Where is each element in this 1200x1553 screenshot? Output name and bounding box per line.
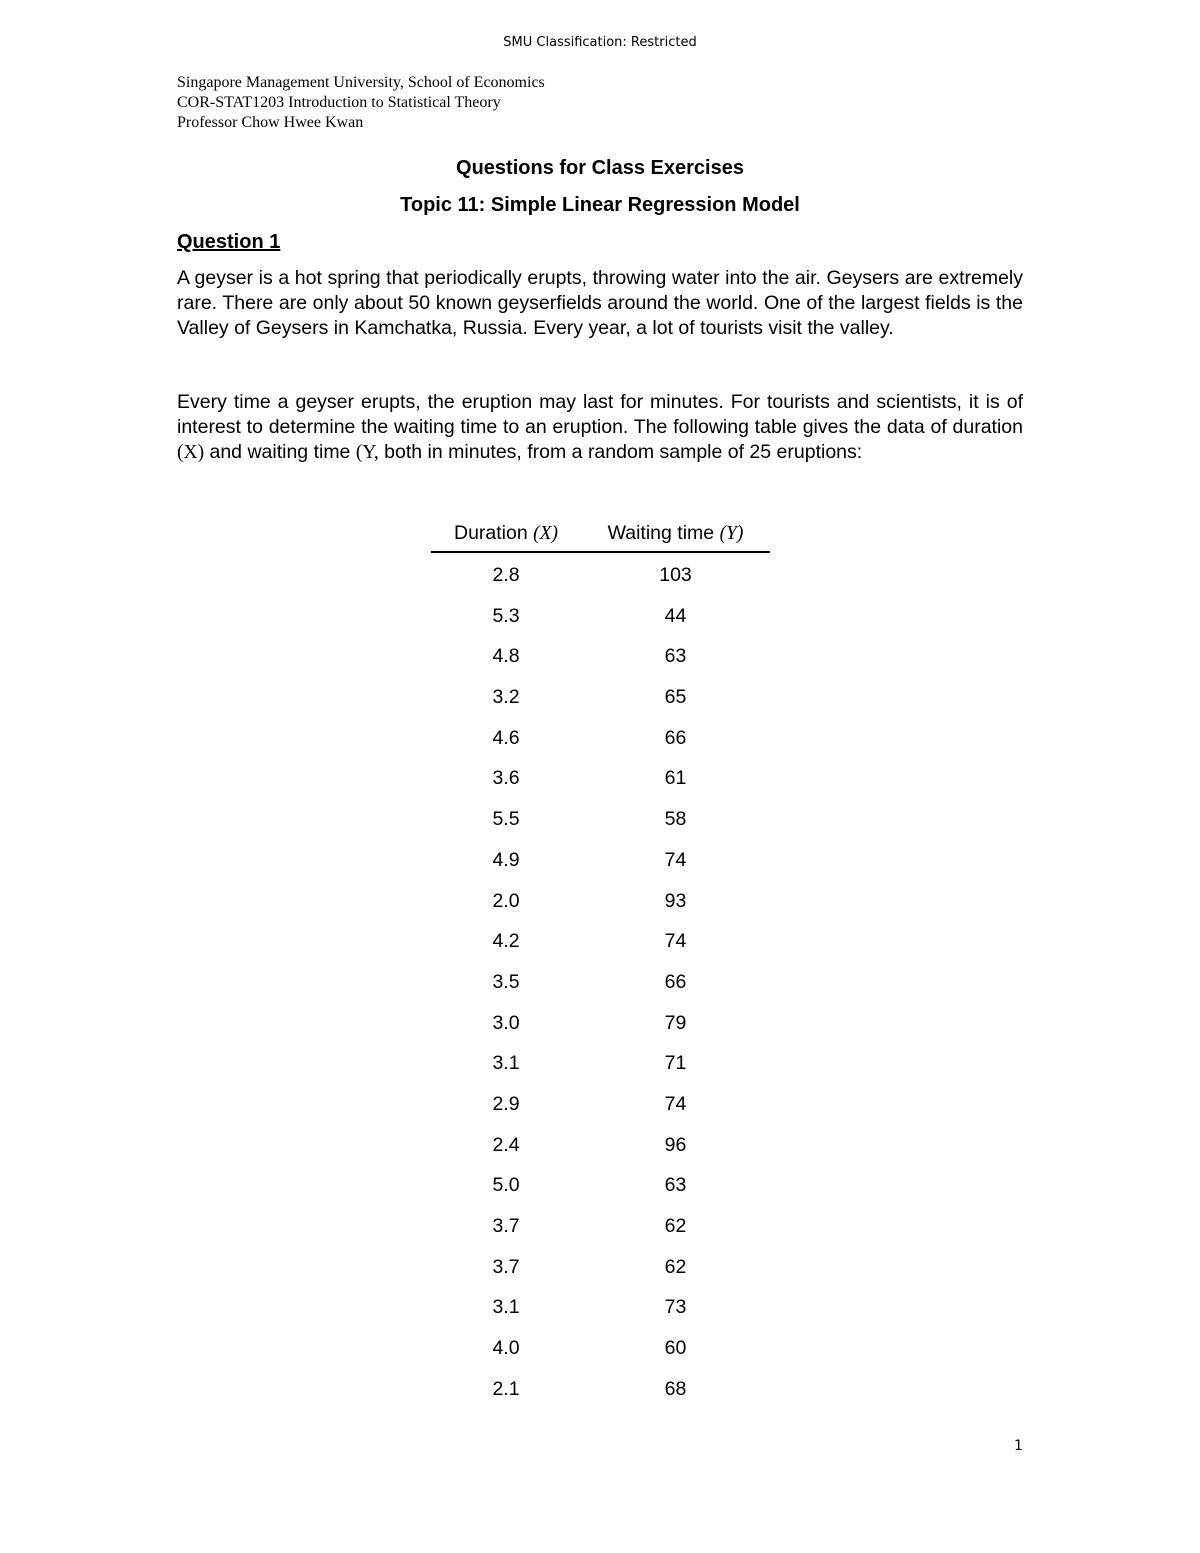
page-number: 1 — [1014, 1438, 1023, 1454]
duration-cell: 2.1 — [492, 1377, 520, 1400]
document-title: Questions for Class Exercises — [456, 157, 744, 179]
waiting-header-label: Waiting time — [607, 522, 720, 544]
waiting-time-cell: 74 — [664, 848, 687, 871]
table-row — [431, 1328, 770, 1369]
duration-cell: 4.0 — [492, 1337, 520, 1360]
waiting-time-cell: 62 — [664, 1215, 687, 1237]
duration-cell: 5.0 — [492, 1174, 520, 1197]
duration-cell: 3.6 — [492, 767, 520, 790]
professor-line: Professor Chow Hwee Kwan — [177, 114, 364, 131]
classification-label: SMU Classification: Restricted — [503, 35, 697, 50]
waiting-variable: (Y, — [355, 441, 379, 463]
waiting-time-cell: 63 — [664, 645, 687, 668]
waiting-time-cell: 73 — [664, 1296, 687, 1319]
paragraph-2-text-a: Every time a geyser erupts, the eruption may last for minutes. For tourists and scientists, it is of interest to determine the waiting time to an eruption. The following table gives the data of duration — [177, 391, 1023, 438]
table-row — [431, 840, 770, 881]
table-row — [431, 1043, 770, 1084]
question-paragraph-2 — [177, 390, 1023, 465]
duration-cell: 4.6 — [492, 726, 520, 749]
table-row — [431, 1165, 770, 1206]
duration-cell: 3.5 — [492, 970, 520, 993]
duration-cell: 3.1 — [492, 1052, 520, 1075]
duration-header-label: Duration — [453, 522, 534, 544]
duration-cell: 2.4 — [492, 1133, 520, 1156]
duration-cell: 3.7 — [492, 1255, 520, 1278]
waiting-time-cell: 71 — [664, 1052, 687, 1075]
course-line: COR-STAT1203 Introduction to Statistical Theory — [177, 94, 501, 111]
duration-header-variable: (X) — [533, 523, 559, 544]
eruption-data-table — [431, 518, 770, 1409]
table-row — [431, 799, 770, 840]
course-header — [177, 73, 545, 133]
question-paragraph-1: A geyser is a hot spring that periodically erupts, throwing water into the air. Geysers are extremely rare. There are only about 50 known geyserfields around the world. One of the largest fields is the Valley of Geysers in Kamchatka, Russia. Every year, a lot of tourists visit the valley. — [177, 267, 1023, 339]
duration-cell: 3.1 — [492, 1296, 520, 1319]
waiting-time-cell: 79 — [664, 1011, 687, 1034]
waiting-time-cell: 66 — [664, 726, 687, 749]
table-row — [431, 555, 770, 596]
topic-title: Topic 11: Simple Linear Regression Model — [400, 194, 800, 216]
duration-cell: 3.0 — [492, 1011, 520, 1034]
table-body — [431, 553, 770, 1409]
table-row — [431, 596, 770, 637]
waiting-time-cell: 60 — [664, 1337, 687, 1360]
table-row — [431, 1287, 770, 1328]
duration-cell: 2.0 — [492, 889, 520, 912]
duration-cell: 4.2 — [492, 930, 520, 953]
table-row — [431, 962, 770, 1003]
waiting-time-cell: 63 — [664, 1174, 687, 1197]
waiting-time-cell: 61 — [664, 767, 687, 790]
waiting-time-cell: 74 — [664, 930, 687, 953]
table-header-row — [431, 518, 770, 553]
duration-cell: 4.9 — [492, 848, 520, 871]
waiting-time-cell: 68 — [664, 1377, 687, 1400]
waiting-header-variable: (Y) — [719, 523, 744, 544]
waiting-time-cell: 66 — [664, 970, 687, 993]
waiting-time-cell: 93 — [664, 889, 687, 912]
table-row — [431, 758, 770, 799]
waiting-time-cell: 62 — [664, 1255, 687, 1278]
waiting-time-cell: 44 — [664, 604, 687, 627]
table-row — [431, 1206, 770, 1247]
duration-variable: (X) — [177, 441, 205, 463]
table-row — [431, 1247, 770, 1288]
paragraph-2-text-b: and waiting time — [204, 440, 356, 463]
duration-cell: 4.8 — [492, 645, 520, 668]
institution-line: Singapore Management University, School of Economics — [177, 74, 545, 91]
duration-cell: 3.7 — [492, 1215, 520, 1237]
waiting-time-cell: 96 — [664, 1133, 687, 1156]
table-row — [431, 881, 770, 922]
table-row — [431, 636, 770, 677]
duration-cell: 3.2 — [492, 686, 520, 709]
table-row — [431, 1369, 770, 1410]
table-row — [431, 677, 770, 718]
table-row — [431, 718, 770, 759]
waiting-column-header — [581, 518, 770, 551]
waiting-time-cell: 103 — [659, 564, 692, 586]
waiting-time-cell: 58 — [664, 808, 687, 831]
duration-cell: 5.3 — [492, 604, 520, 627]
waiting-time-cell: 74 — [664, 1092, 687, 1115]
table-row — [431, 921, 770, 962]
table-row — [431, 1003, 770, 1044]
duration-cell: 5.5 — [492, 808, 520, 831]
table-row — [431, 1084, 770, 1125]
question-heading: Question 1 — [177, 231, 281, 253]
table-row — [431, 1125, 770, 1166]
duration-column-header — [431, 518, 581, 551]
duration-cell: 2.8 — [492, 564, 520, 586]
waiting-time-cell: 65 — [664, 686, 687, 709]
duration-cell: 2.9 — [492, 1092, 520, 1115]
paragraph-2-text-c: both in minutes, from a random sample of 25 eruptions: — [378, 440, 863, 463]
